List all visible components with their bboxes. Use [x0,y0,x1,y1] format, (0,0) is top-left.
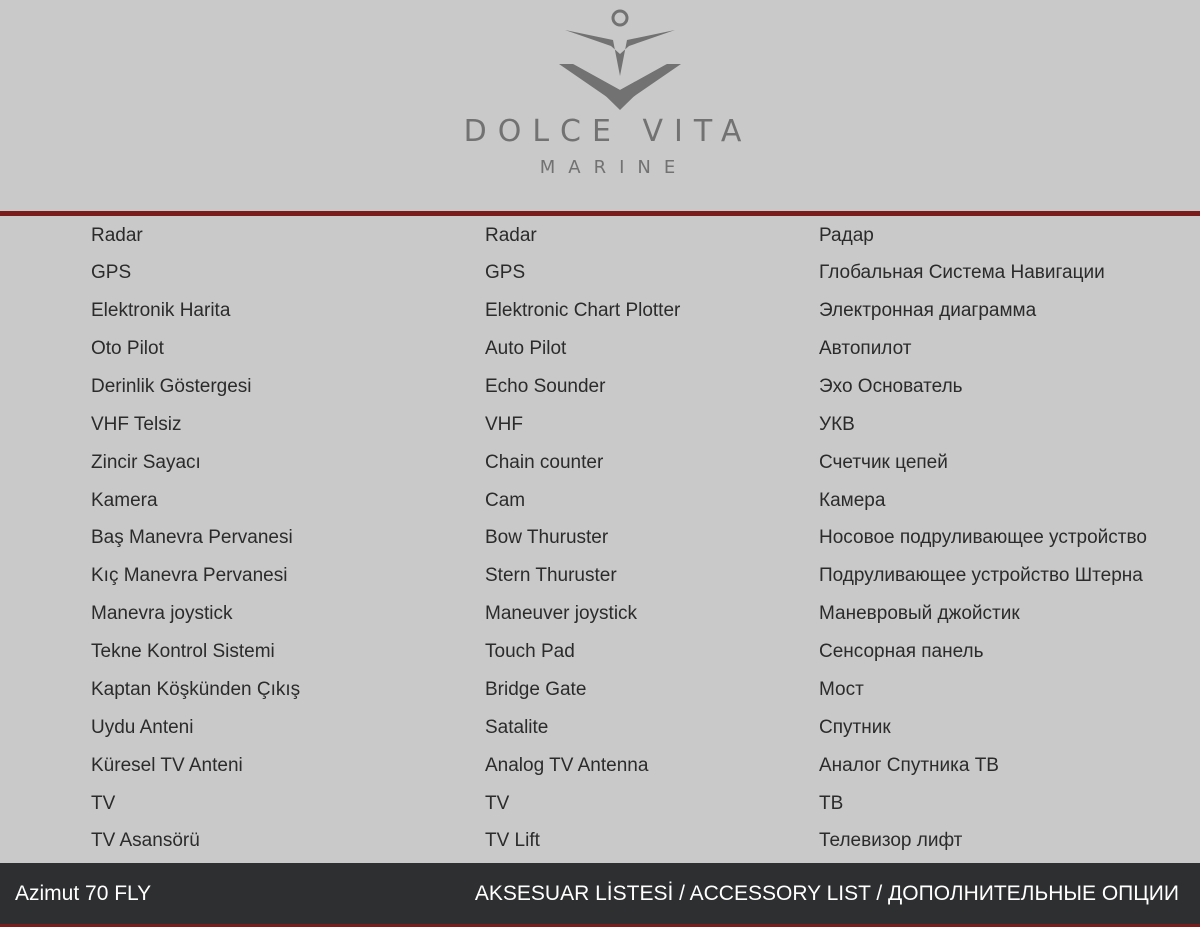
list-item [0,254,1200,292]
model-name: Azimut 70 FLY [15,882,152,905]
item-turkish: VHF Telsiz [91,414,182,435]
item-english: Maneuver joystick [485,603,638,624]
item-russian: Спутник [819,717,891,738]
item-english: Elektronic Chart Plotter [485,300,681,321]
item-russian: Сенсорная панель [819,641,984,662]
item-turkish: TV [91,793,116,814]
list-item [0,292,1200,330]
list-item [0,671,1200,709]
item-russian: Радар [819,225,874,246]
item-english: VHF [485,414,523,435]
item-english: Stern Thuruster [485,565,617,586]
item-turkish: TV Asansörü [91,830,200,851]
item-english: TV [485,793,510,814]
item-english: Echo Sounder [485,376,606,397]
item-russian: Глобальная Система Навигации [819,262,1105,283]
item-russian: Подруливающее устройство Штерна [819,565,1143,586]
list-item [0,482,1200,520]
anchor-wings-icon [555,6,685,114]
list-item [0,595,1200,633]
item-turkish: Baş Manevra Pervanesi [91,527,293,548]
accessory-list [0,216,1200,863]
list-item [0,519,1200,557]
item-russian: Носовое подруливающее устройство [819,527,1147,548]
item-english: Touch Pad [485,641,575,662]
item-english: Bow Thuruster [485,527,609,548]
item-russian: Счетчик цепей [819,452,948,473]
item-turkish: Oto Pilot [91,338,164,359]
item-english: Auto Pilot [485,338,567,359]
header [0,0,1200,211]
item-english: GPS [485,262,526,283]
item-turkish: Manevra joystick [91,603,233,624]
footer-bar [0,863,1200,924]
item-turkish: Kamera [91,490,158,511]
item-turkish: Zincir Sayacı [91,452,201,473]
item-turkish: Kıç Manevra Pervanesi [91,565,288,586]
item-russian: ТВ [819,793,844,814]
list-item [0,557,1200,595]
item-turkish: Uydu Anteni [91,717,194,738]
item-turkish: Küresel TV Anteni [91,755,243,776]
item-russian: Телевизор лифт [819,830,963,851]
brand-name: DOLCE VITA [463,114,753,149]
item-english: TV Lift [485,830,540,851]
item-russian: Автопилот [819,338,912,359]
item-turkish: Derinlik Göstergesi [91,376,252,397]
item-english: Radar [485,225,537,246]
item-english: Cam [485,490,526,511]
item-russian: Электронная диаграмма [819,300,1037,321]
brand-subtitle: MARINE [539,157,689,178]
item-turkish: Kaptan Köşkünden Çıkış [91,679,301,700]
item-english: Analog TV Antenna [485,755,649,776]
list-item [0,217,1200,255]
item-english: Chain counter [485,452,604,473]
item-russian: Мост [819,679,864,700]
list-title: AKSESUAR LİSTESİ / ACCESSORY LIST / ДОПОЛНИТЕЛЬНЫЕ ОПЦИИ [474,882,1179,905]
item-turkish: Radar [91,225,143,246]
list-item [0,822,1200,860]
list-item [0,785,1200,823]
item-russian: Маневровый джойстик [819,603,1020,624]
item-russian: Эхо Основатель [819,376,963,397]
item-english: Bridge Gate [485,679,587,700]
item-russian: УКВ [819,414,855,435]
brand-logo [0,0,1200,211]
item-russian: Аналог Спутника ТВ [819,755,999,776]
list-item [0,709,1200,747]
list-item [0,747,1200,785]
list-item [0,633,1200,671]
list-item [0,368,1200,406]
item-russian: Камера [819,490,886,511]
item-turkish: Tekne Kontrol Sistemi [91,641,275,662]
item-english: Satalite [485,717,549,738]
item-turkish: Elektronik Harita [91,300,231,321]
list-item [0,406,1200,444]
item-turkish: GPS [91,262,132,283]
list-item [0,330,1200,368]
list-item [0,444,1200,482]
